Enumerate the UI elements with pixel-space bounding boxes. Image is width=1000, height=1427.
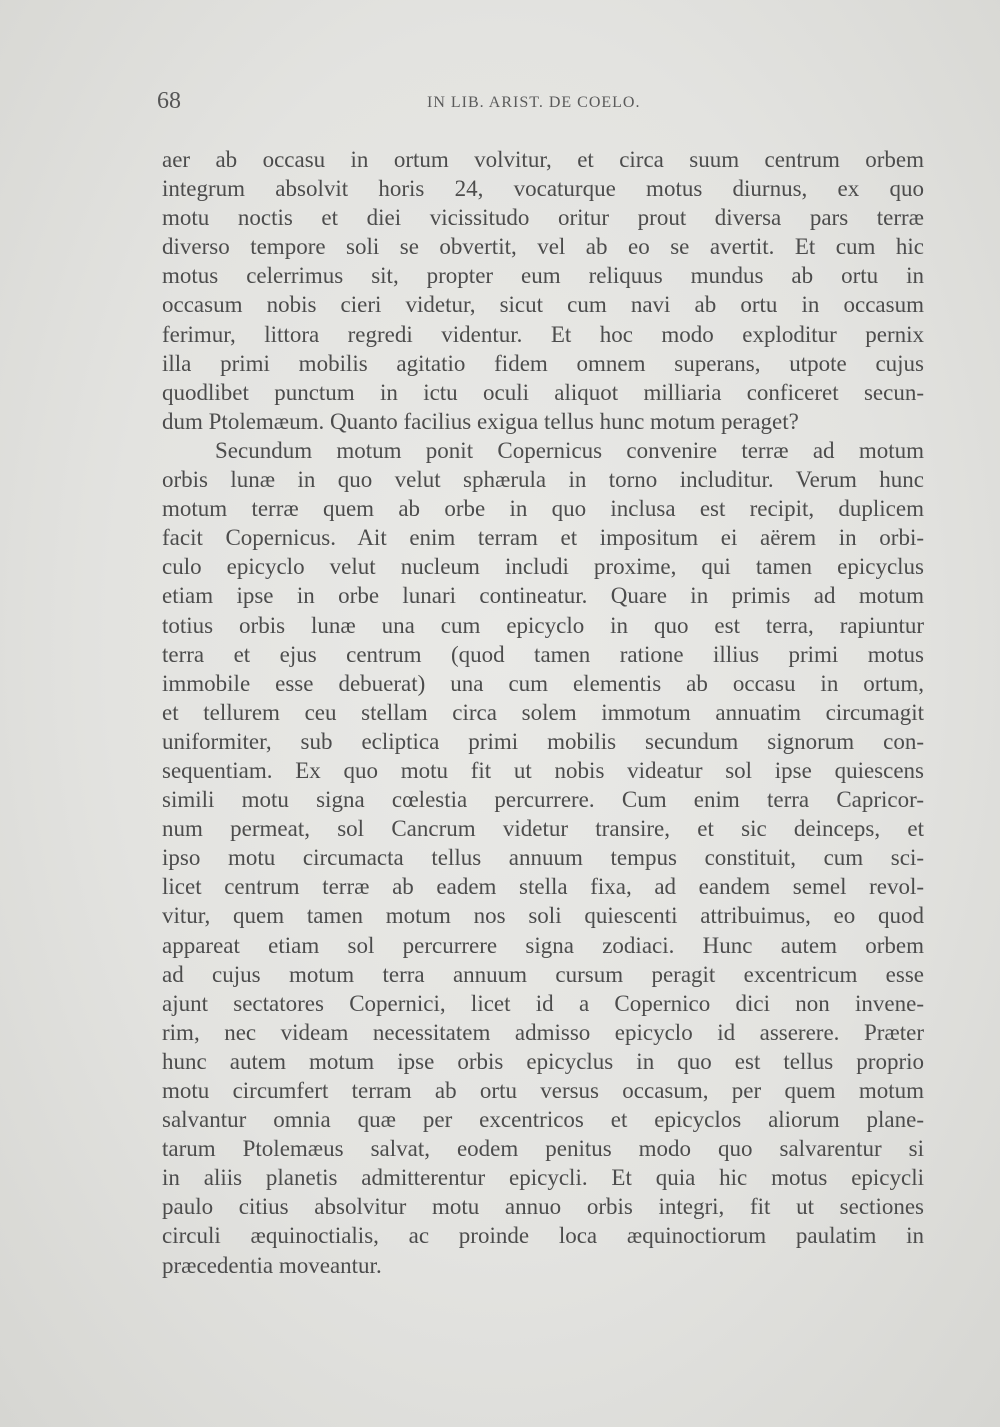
text-line: et tellurem ceu stellam circa solem immotum annuatim circumagit — [162, 699, 924, 725]
text-line: orbis lunæ in quo velut sphærula in torno includitur. Verum hunc — [162, 467, 924, 493]
text-line: integrum absolvit horis 24, vocaturque motus diurnus, ex quo — [162, 176, 924, 202]
text-line: num permeat, sol Cancrum videtur transire, et sic deinceps, et — [162, 816, 924, 842]
text-line: paulo citius absolvitur motu annuo orbis integri, fit ut sectiones — [162, 1194, 924, 1220]
text-line: licet centrum terræ ab eadem stella fixa, ad eandem semel revol- — [162, 874, 924, 900]
text-line: tarum Ptolemæus salvat, eodem penitus modo quo salvarentur si — [162, 1136, 924, 1162]
text-line: dum Ptolemæum. Quanto facilius exigua tellus hunc motum peraget? — [162, 408, 799, 434]
text-line: culo epicyclo velut nucleum includi proxime, qui tamen epicyclus — [162, 554, 924, 580]
text-line: uniformiter, sub ecliptica primi mobilis secundum signorum con- — [162, 728, 924, 754]
text-line: facit Copernicus. Ait enim terram et impositum ei aërem in orbi- — [162, 525, 924, 551]
text-line: in aliis planetis admitterentur epicycli. Et quia hic motus epicycli — [162, 1165, 924, 1191]
text-line: ferimur, littora regredi videntur. Et hoc modo exploditur pernix — [162, 321, 924, 347]
text-line: sequentiam. Ex quo motu fit ut nobis videatur sol ipse quiescens — [162, 757, 924, 783]
running-head — [157, 88, 919, 118]
running-title: IN LIB. ARIST. DE COELO. — [427, 94, 641, 111]
text-line: illa primi mobilis agitatio fidem omnem superans, utpote cujus — [162, 350, 924, 376]
body-text — [162, 145, 924, 1280]
text-line: motu circumfert terram ab ortu versus occasum, per quem motum — [162, 1078, 924, 1103]
text-line: vitur, quem tamen motum nos soli quiescenti attribuimus, eo quod — [162, 903, 924, 929]
text-line: terra et ejus centrum (quod tamen ratione illius primi motus — [162, 641, 924, 667]
page-number: 68 — [157, 88, 181, 114]
text-line: diverso tempore soli se obvertit, vel ab eo se avertit. Et cum hic — [162, 234, 924, 260]
text-line: ad cujus motum terra annuum cursum peragit excentricum esse — [162, 961, 924, 987]
text-line: totius orbis lunæ una cum epicyclo in quo est terra, rapiuntur — [162, 612, 924, 638]
text-line: præcedentia moveantur. — [162, 1252, 382, 1278]
paragraph-start-line: Secundum motum ponit Copernicus convenire terræ ad motum — [215, 437, 924, 463]
text-line: simili motu signa cœlestia percurrere. Cum enim terra Capricor- — [162, 787, 924, 813]
text-line: ipso motu circumacta tellus annuum tempus constituit, cum sci- — [162, 845, 924, 871]
text-line: immobile esse debuerat) una cum elementis ab occasu in ortum, — [162, 670, 924, 696]
text-line: ajunt sectatores Copernici, licet id a Copernico dici non invene- — [162, 990, 924, 1016]
text-line: salvantur omnia quæ per excentricos et epicyclos aliorum plane- — [162, 1107, 924, 1133]
text-line: circuli æquinoctialis, ac proinde loca æquinoctiorum paulatim in — [162, 1223, 924, 1249]
text-line: appareat etiam sol percurrere signa zodiaci. Hunc autem orbem — [162, 932, 924, 958]
text-line: motus celerrimus sit, propter eum reliquus mundus ab ortu in — [162, 263, 924, 289]
text-line: occasum nobis cieri videtur, sicut cum navi ab ortu in occasum — [162, 292, 924, 318]
text-line: motum terræ quem ab orbe in quo inclusa est recipit, duplicem — [162, 496, 924, 522]
text-line: etiam ipse in orbe lunari contineatur. Quare in primis ad motum — [162, 583, 924, 609]
text-line: aer ab occasu in ortum volvitur, et circa suum centrum orbem — [162, 147, 924, 172]
text-line: motu noctis et diei vicissitudo oritur prout diversa pars terræ — [162, 205, 924, 231]
text-line: rim, nec videam necessitatem admisso epicyclo id asserere. Præter — [162, 1019, 924, 1045]
text-line: hunc autem motum ipse orbis epicyclus in quo est tellus proprio — [162, 1048, 924, 1074]
text-line: quodlibet punctum in ictu oculi aliquot milliaria conficeret secun- — [162, 379, 924, 405]
